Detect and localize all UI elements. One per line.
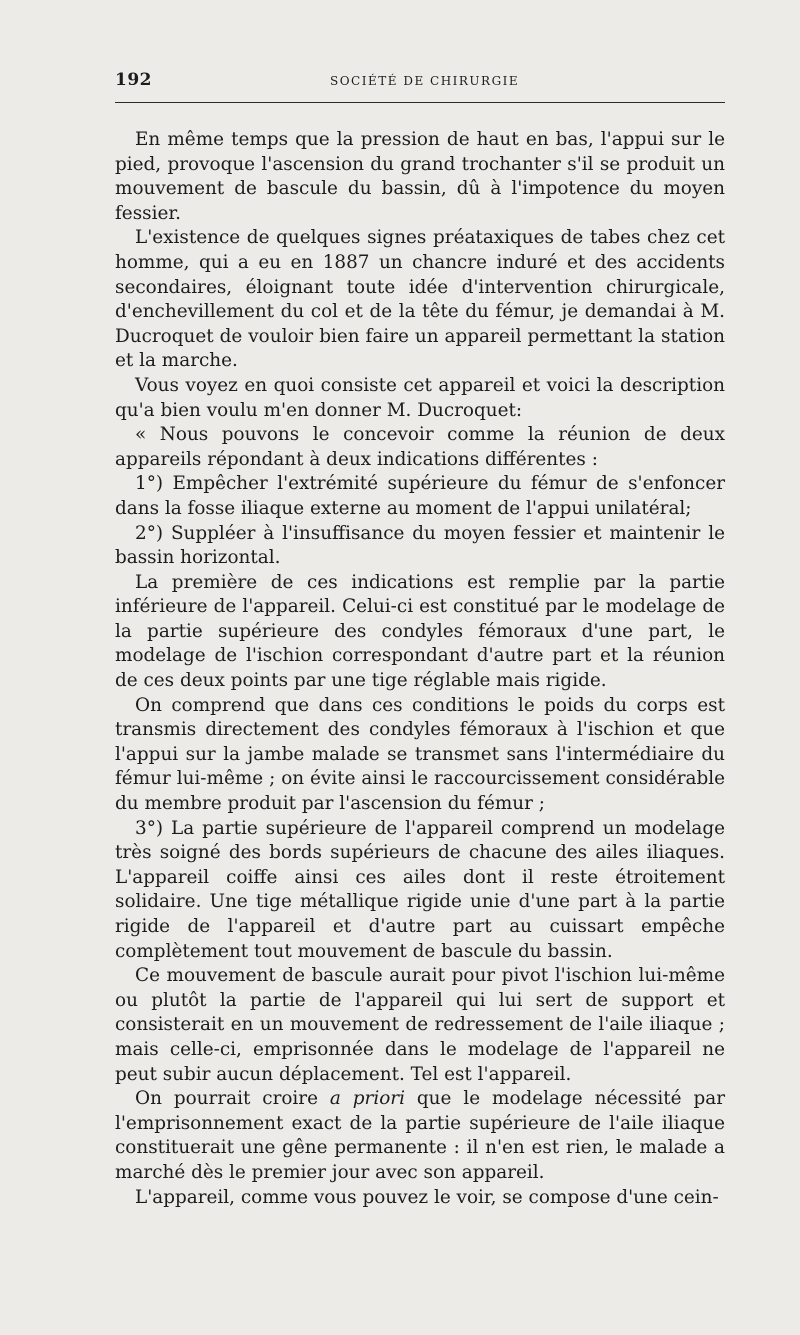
paragraph: L'existence de quelques signes préataxiques de tabes chez cet homme, qui a eu en 1887 un chancre induré et des accidents secondaires, éloignant toute idée d'intervention chirurgicale, d'enchevillement du col et de la tête du fémur, je demandai à M. Ducroquet de vouloir bien faire un appareil permettant la station et la marche. bbox=[115, 227, 725, 372]
header-rule bbox=[115, 102, 725, 103]
page-header bbox=[115, 70, 725, 94]
body-text bbox=[115, 128, 725, 1210]
paragraph: La première de ces indications est remplie par la partie inférieure de l'appareil. Celui-ci est constitué par le modelage de la partie supérieure des condyles fémoraux d'une part, le modelage de l'ischion correspondant d'autre part et la réunion de ces deux points par une tige réglable mais rigide. bbox=[115, 571, 725, 692]
paragraph: 1°) Empêcher l'extrémité supérieure du fémur de s'enfoncer dans la fosse iliaque externe au moment de l'appui unilatéral; bbox=[115, 473, 725, 519]
paragraph: L'appareil, comme vous pouvez le voir, se compose d'une cein- bbox=[135, 1186, 719, 1208]
paragraph: 3°) La partie supérieure de l'appareil comprend un modelage très soigné des bords supérieurs de chacune des ailes iliaques. L'appareil coiffe ainsi ces ailes dont il reste étroitement solidaire. Une tige métallique rigide unie d'une part à la partie rigide de l'appareil et d'autre part au cuissart empêche complètement tout mouvement de bascule du bassin. bbox=[115, 817, 725, 962]
paragraph: Ce mouvement de bascule aurait pour pivot l'ischion lui-même ou plutôt la partie de l'appareil qui lui sert de support et consisterait en un mouvement de redressement de l'aile iliaque ; mais celle-ci, emprisonnée dans le modelage de l'appareil ne peut subir aucun déplacement. Tel est l'appareil. bbox=[115, 965, 725, 1085]
paragraph: « Nous pouvons le concevoir comme la réunion de deux appareils répondant à deux indications différentes : bbox=[115, 424, 725, 470]
paragraph: En même temps que la pression de haut en bas, l'appui sur le pied, provoque l'ascension du grand trochanter s'il se produit un mouvement de bascule du bassin, dû à l'impotence du moyen fessier. bbox=[115, 129, 725, 224]
running-title: SOCIÉTÉ DE CHIRURGIE bbox=[330, 74, 520, 88]
paragraph-end: que le modelage nécessité par l'emprisonnement exact de la partie supérieure de l'aile iliaque constituerait une gêne permanente : il n'en est rien, le malade a marché dès le premier jour avec son appareil. bbox=[115, 1088, 725, 1183]
italic-phrase: a priori bbox=[329, 1088, 405, 1110]
page-number: 192 bbox=[115, 70, 152, 90]
paragraph bbox=[115, 1087, 725, 1185]
paragraph: On comprend que dans ces conditions le poids du corps est transmis directement des condyles fémoraux à l'ischion et que l'appui sur la jambe malade se transmet sans l'intermédiaire du fémur lui-même ; on évite ainsi le raccourcissement considérable du membre produit par l'ascension du fémur ; bbox=[115, 694, 725, 815]
paragraph: 2°) Suppléer à l'insuffisance du moyen fessier et maintenir le bassin horizontal. bbox=[115, 522, 725, 569]
paragraph: Vous voyez en quoi consiste cet appareil et voici la description qu'a bien voulu m'en donner M. Ducroquet: bbox=[115, 374, 725, 421]
paragraph-start: On pourrait croire bbox=[135, 1088, 330, 1110]
